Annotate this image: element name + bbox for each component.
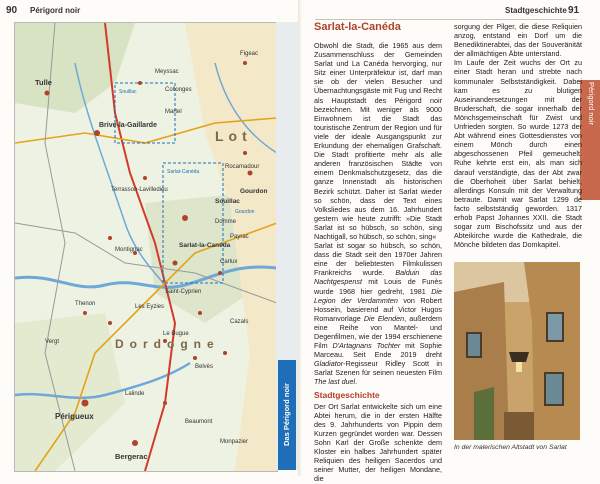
text-column-2	[454, 22, 582, 249]
paragraph: Der Ort Sarlat entwickelte sich um eine Abtei herum, die in der ersten Hälfte des 9. Jahrhunderts von Pippin dem Kurzen gegründet worden war. Dessen Sohn Karl der Große schenkte dem Kloster ein halbes Jahrhundert später Reliquien des heiligen Sacerdos und seiner Mutter, der heiligen Mondane, die	[314, 401, 442, 484]
running-title-left: Périgord noir	[30, 6, 81, 15]
paragraph: sorgung der Pilger, die diese Reliquien anzog, entstand ein Dorf um die Benediktinerabtei, das der Souveränität der allmächtigen Äbte unterstand.	[454, 22, 582, 59]
town-label: Montignac	[115, 247, 143, 253]
map-svg	[15, 23, 277, 471]
town-label: Belvès	[195, 364, 214, 370]
book-gutter	[298, 0, 302, 476]
subheading: Stadtgeschichte	[314, 389, 380, 400]
town-label: Figeac	[240, 51, 259, 57]
town-label: Meyssac	[155, 69, 179, 75]
town-label: Collonges	[165, 87, 192, 93]
page-number-left: 90	[6, 5, 18, 16]
town-label: Sarlat-la-Canéda	[179, 242, 231, 249]
running-title-right: Stadtgeschichte	[505, 6, 567, 15]
town-label: Thenon	[75, 301, 96, 307]
header-rule	[315, 19, 577, 20]
region-map	[14, 22, 278, 472]
map-label-dordogne: Dordogne	[115, 337, 220, 351]
town-label: Monpazier	[220, 439, 249, 445]
town-label: Domme	[215, 219, 237, 225]
panel-label: Souillac	[119, 89, 137, 95]
left-page-header	[0, 0, 298, 22]
town-label: Lalinde	[125, 391, 145, 397]
section-heading: Sarlat-la-Canéda	[314, 21, 401, 33]
town-label: Saint-Cyprien	[165, 289, 202, 295]
page-number-right: 91	[568, 5, 580, 16]
panel-label: Sarlat-Canéda	[167, 169, 200, 175]
town-label: Vergt	[45, 339, 60, 345]
town-label: Cazals	[230, 319, 249, 325]
town-label: Tulle	[35, 78, 52, 87]
photo-illustration	[454, 262, 580, 440]
town-label: Les Eyzies	[135, 304, 165, 310]
town-label: Périgueux	[55, 412, 94, 421]
town-label: Payrac	[230, 234, 249, 240]
sarlat-photo	[454, 262, 580, 440]
photo-caption: In der malerischen Altstadt von Sarlat	[454, 444, 567, 451]
paragraph: Obwohl die Stadt, die 1965 aus dem Zusammenschluss der Gemeinden Sarlat und La Canéda hervorging, nur Sitz einer Unterpräfektur ist, darf man sie ob der vielen Besucher und Übernachtungsgäste mit Fug und Recht als Hauptstadt des Périgord noir bezeichnen. Mit weniger als 9000 Einwohnern ist die Stadt das touristische Zentrum der Region und für viele der ideale Ausgangspunkt zur Erkundung der ehemaligen Grafschaft. Die Stadt profitierte mehr als alle anderen französischen Städte von einem Denkmalschutzgesetz, das die ganze Innenstadt als historischen Bezirk schützt. Daher ist Sarlat wieder so schön, dass der Text eines Volksliedes aus dem 16. Jahrhundert gestern wie heute zutrifft: »Die Stadt Sarlat ist so hübsch, so schön, sing Nachtigall, so hübsch, so schön, sing«	[314, 41, 442, 241]
town-label: Carlux	[220, 259, 238, 265]
town-label: Souillac	[215, 198, 240, 205]
town-label: Martel	[165, 109, 182, 115]
paragraph: Im Laufe der Zeit wuchs der Ort zu einer Stadt heran und strebte nach kommunaler Selbstständigkeit. Dabei kam es zu blutigen Auseinandersetzungen mit der Bruderschaft, die sogar innerhalb der Mönchsgemeinschaft für Zwist und Unfrieden sorgten. So wurde 1273 der Abt während eines Gottesdienstes von einem Mönch durch einen abgeschossenen Pfeil gemeuchelt. Ruhe kehrte erst ein, als man sich darauf verständigte, das der Abt zwar die Oberhoheit über Sarlat behielt, allerdings Konsuln mit der Verwaltung betraute. Damit war Sarlat 1299 de facto selbstständig geworden. 1317 erhob Papst Johannes XXII. die Stadt sogar zum Bischofssitz und aus der Abteikirche wurde die Kathedrale, die Mönche bildeten das Domkapitel.	[454, 58, 582, 250]
town-label: Gourdon	[240, 188, 268, 195]
town-label: Le Bugue	[163, 331, 189, 337]
text-column-1	[314, 41, 442, 484]
town-label: Beaumont	[185, 419, 213, 425]
town-label: Terrasson-Lavilledieu	[111, 187, 168, 193]
town-label: Rocamadour	[225, 164, 260, 170]
panel-label: Gourdon	[235, 209, 255, 215]
chapter-label-left: Das Périgord noir	[278, 360, 296, 470]
town-label: Bergerac	[115, 452, 148, 461]
town-label: Brive-la-Gaillarde	[99, 122, 157, 129]
paragraph: Sarlat ist sogar so hübsch, so schön, dass die Stadt seit den 1970er Jahren eine der beliebtesten Filmkulissen Frankreichs wurde. Balduin das Nachtgespenst mit Louis de Funès wurde 1968 hier gedreht, 1981 Die Legion der Verdammten von Robert Hossein, basierend auf Victor Hugos Romanvorlage Die Elenden, außerdem eine Reihe von Mantel- und Degenfilmen, wie der 1994 erschienene Film D'Artagnans Tochter mit Sophie Marceau. Seit Ende 2019 dreht Gladiator-Regisseur Ridley Scott in Sarlat Szenen für seinen neuesten Film The last duel.	[314, 241, 442, 387]
chapter-tab-label: Périgord noir	[587, 82, 596, 125]
map-label-lot: Lot	[215, 128, 252, 144]
